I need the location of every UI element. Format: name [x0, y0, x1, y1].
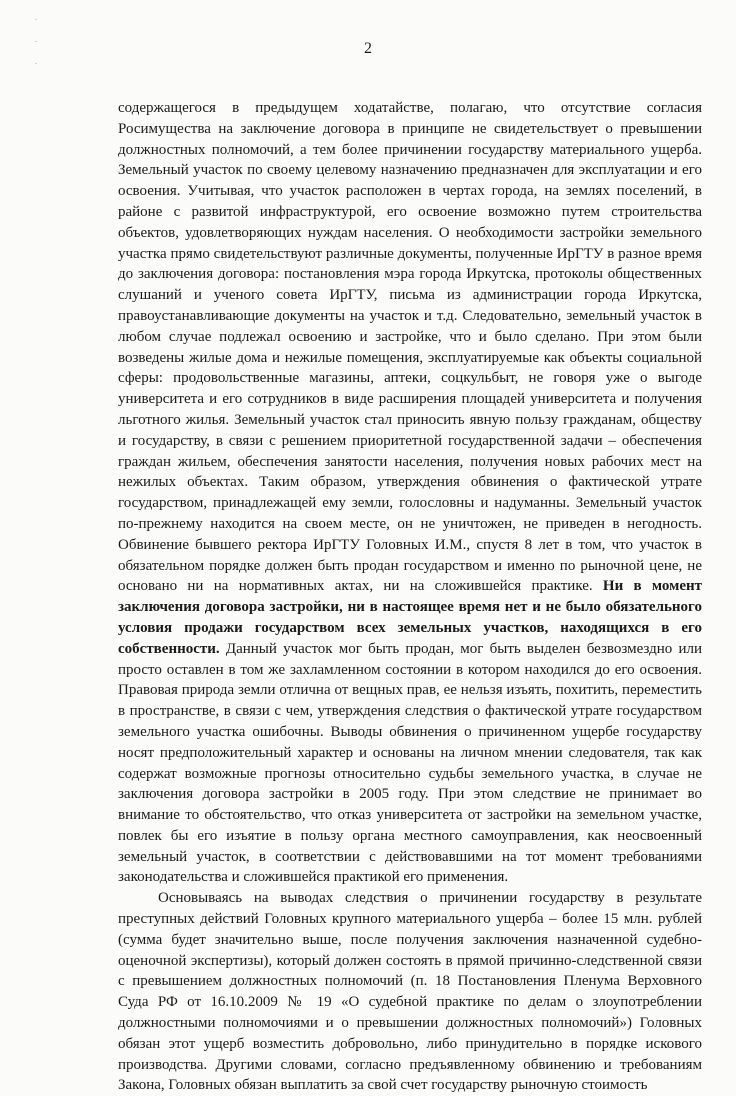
scan-artifact-mark: · — [34, 14, 38, 26]
paragraph-1 — [118, 98, 702, 888]
page-number: 2 — [364, 40, 372, 57]
paragraph-1-text-a: содержащегося в предыдущем ходатайстве, полагаю, что отсутствие согласия Росимущества на заключение договора в принципе не свидетельствует о превышении должностных полномочий, а тем более причинении государству материального ущерба. Земельный участок по своему целевому назначению предназначен для эксплуатации и его освоения. Учитывая, что участок расположен в чертах города, на землях поселений, в районе с развитой инфраструктурой, его освоение возможно путем строительства объектов, удовлетворяющих нуждам населения. О необходимости застройки земельного участка прямо свидетельствуют различные документы, полученные ИрГТУ в разное время до заключения договора: постановления мэра города Иркутска, протоколы общественных слушаний и ученого совета ИрГТУ, письма из администрации города Иркутска, правоустанавливающие документы на участок и т.д. Следовательно, земельный участок в любом случае подлежал освоению и застройке, что и было сделано. При этом были возведены жилые дома и нежилые помещения, эксплуатируемые как объекты социальной сферы: продовольственные магазины, аптеки, соцкульбыт, не говоря уже о выгоде университета и его сотрудников в виде расширения площадей университета и получения льготного жилья. Земельный участок стал приносить явную пользу гражданам, обществу и государству, в связи с решением приоритетной государственной задачи – обеспечения граждан жильем, обеспечения занятости населения, получения новых рабочих мест на нежилых объектах. Таким образом, утверждения обвинения о фактической утрате государством, принадлежащей ему земли, голословны и надуманны. Земельный участок по-прежнему находится на своем месте, он не уничтожен, не приведен в негодность. Обвинение бывшего ректора ИрГТУ Головных И.М., спустя 8 лет в том, что участок в обязательном порядке должен быть продан государством и именно по рыночной цене, не основано ни на нормативных актах, ни на сложившейся практике. — [118, 100, 702, 595]
scan-artifact-mark: · — [34, 36, 38, 48]
paragraph-2: Основываясь на выводах следствия о причинении государству в результате преступных действий Головных крупного материального ущерба – более 15 млн. рублей (сумма будет значительно выше, после получения заключения назначенной судебно-оценочной экспертизы), который должен состоять в прямой причинно-следственной связи с превышением должностных полномочий (п. 18 Постановления Пленума Верховного Суда РФ от 16.10.2009 № 19 «О судебной практике по делам о злоупотреблении должностными полномочиями и о превышении должностных полномочий») Головных обязан этот ущерб возместить добровольно, либо принудительно в порядке искового производства. Другими словами, согласно предъявленному обвинению и требованиям Закона, Головных обязан выплатить за свой счет государству рыночную стоимость — [118, 890, 702, 1094]
paragraph-1-text-b: Данный участок мог быть продан, мог быть выделен безвозмездно или просто оставлен в том же захламленном состоянии в котором находился до его освоения. Правовая природа земли отлична от вещных прав, ее нельзя изъять, похитить, переместить в пространстве, в связи с чем, утверждения следствия о фактической утрате государством земельного участка ошибочны. Выводы обвинения о причиненном ущербе государству носят предположительный характер и основаны на личном мнении следователя, так как содержат возможные прогнозы относительно судьбы земельного участка, в случае не заключения договора застройки в 2005 году. При этом следствие не принимает во внимание то обстоятельство, что отказ университета от застройки на земельном участке, повлек бы его изъятие в пользу органа местного самоуправления, как неосвоенный земельный участок, в соответствии с действовавшими на тот момент требованиями законодательства и сложившейся практикой его применения. — [118, 640, 702, 886]
document-body — [118, 98, 702, 1096]
scan-artifact-mark: · — [34, 58, 38, 70]
paragraph-1-bold-statement: Ни в момент заключения договора застройки, ни в настоящее время нет и не было обязательного условия продажи государством всех земельных участков, находящихся в его собственности. — [118, 578, 703, 657]
